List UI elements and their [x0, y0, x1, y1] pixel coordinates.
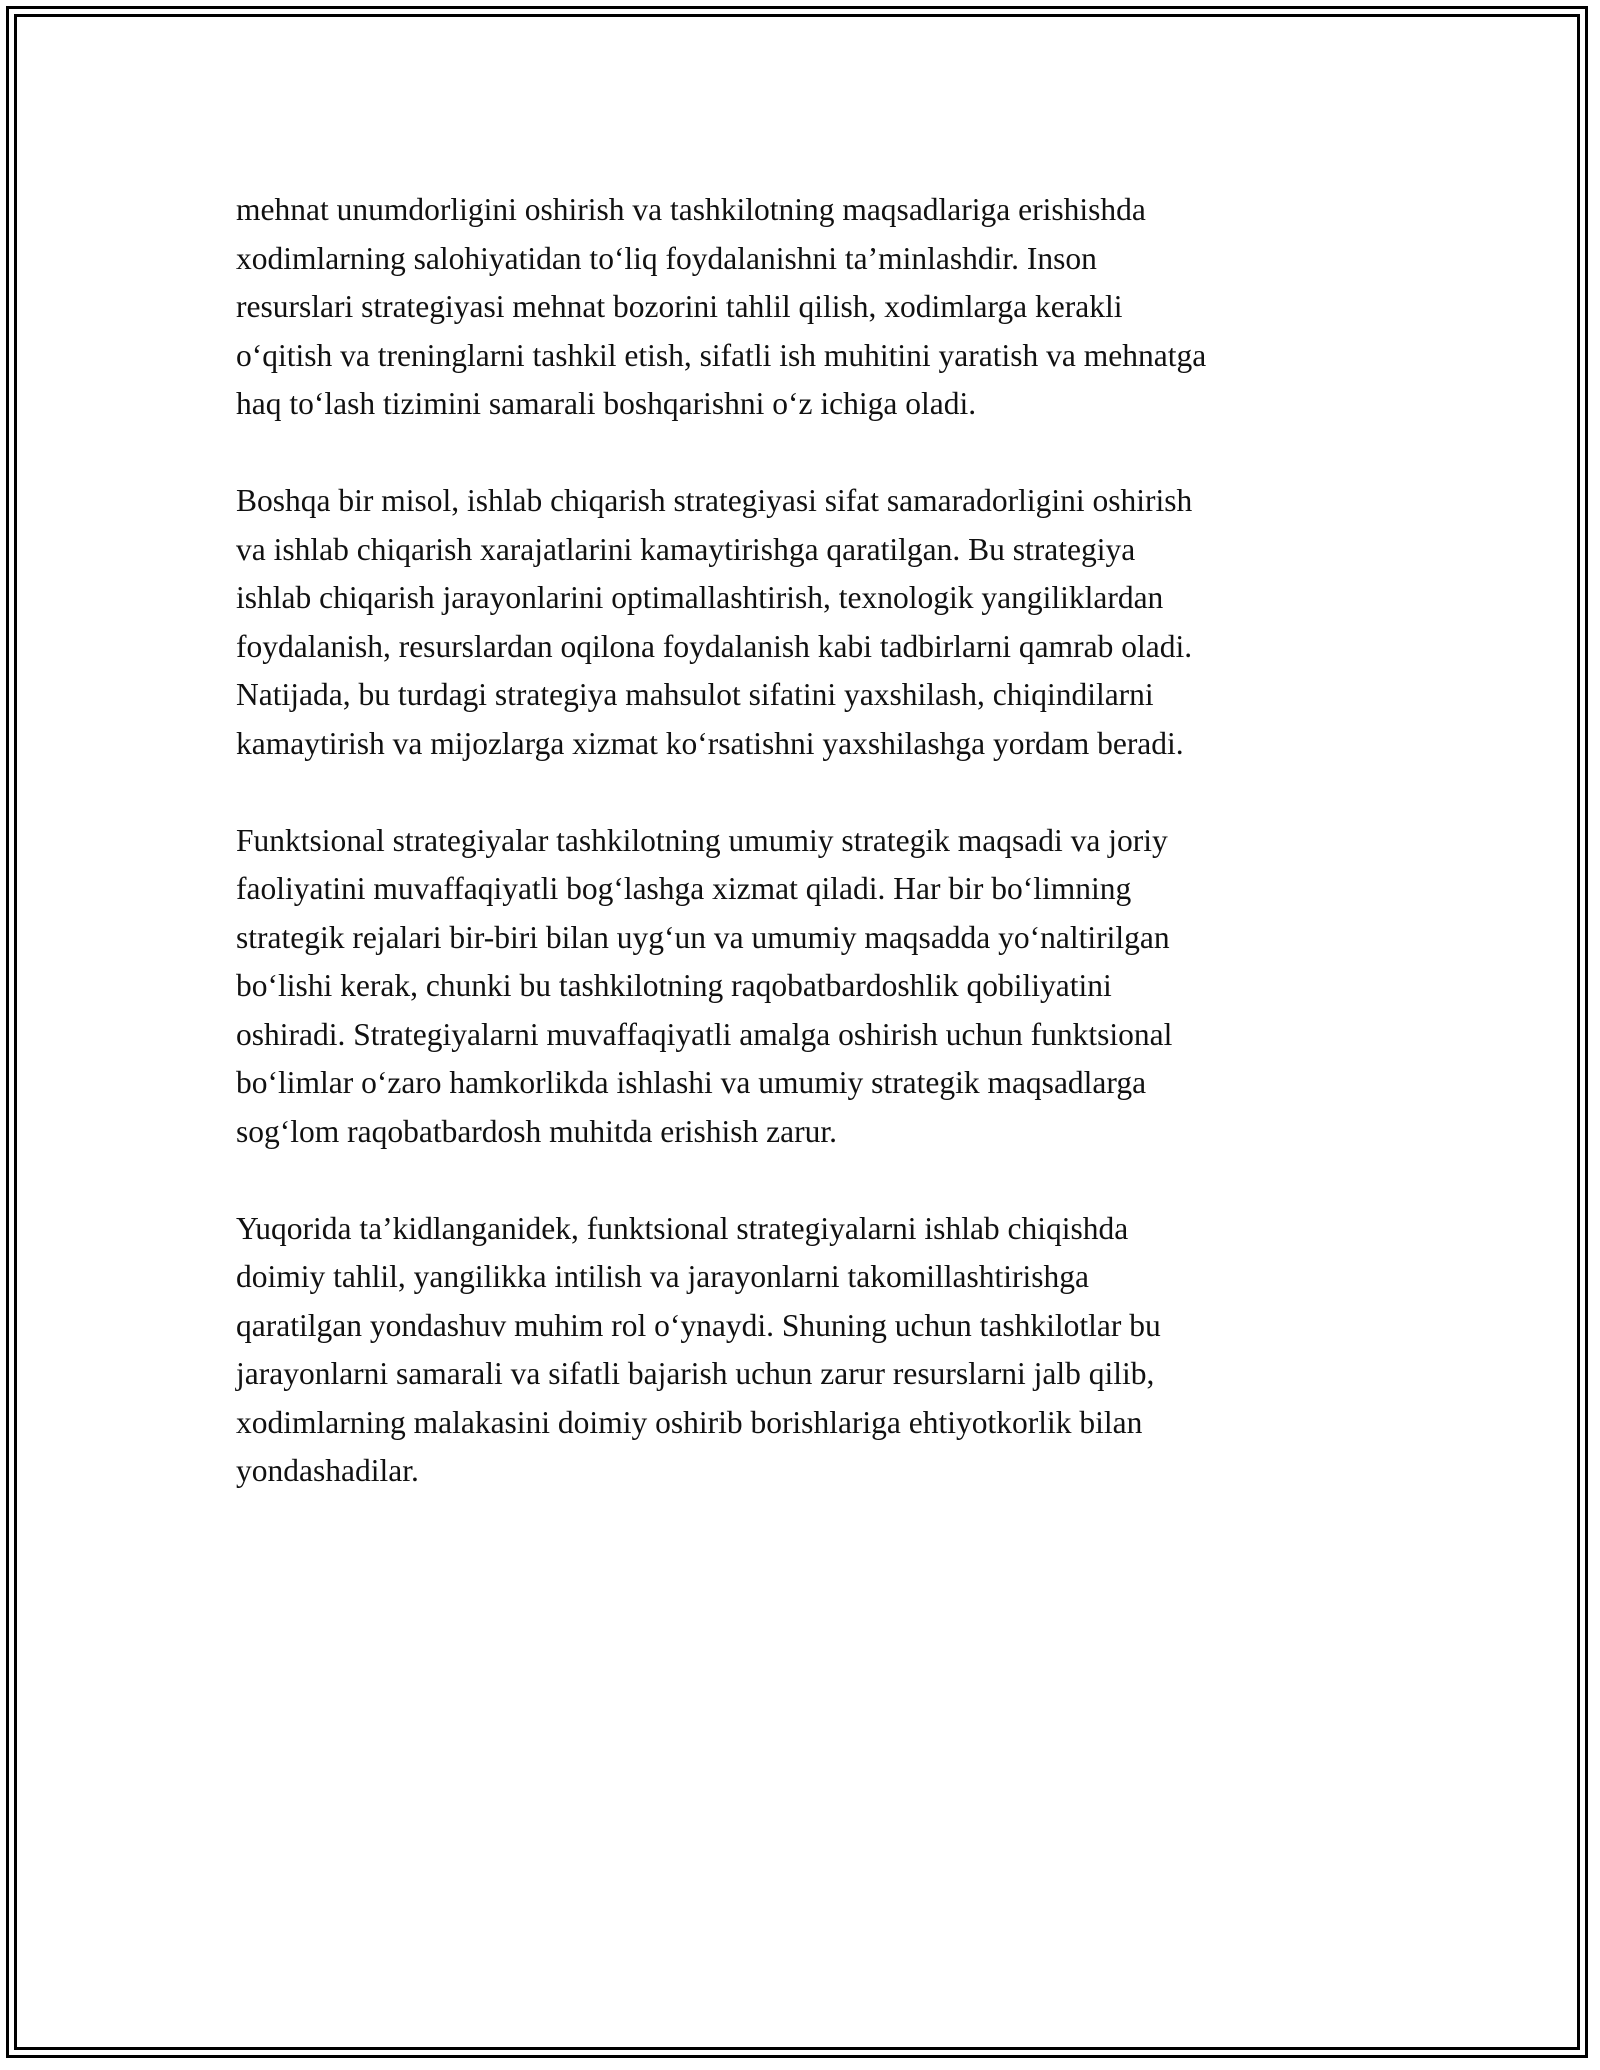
paragraph: [236, 817, 1376, 1157]
text-line: ishlab chiqarish jarayonlarini optimallashtirish, texnologik yangiliklardan: [236, 580, 1164, 615]
text-line: kamaytirish va mijozlarga xizmat ko‘rsatishni yaxshilashga yordam beradi.: [236, 725, 1184, 761]
text-line: Funktsional strategiyalar tashkilotning umumiy strategik maqsadi va joriy: [236, 822, 1168, 858]
text-line: jarayonlarni samarali va sifatli bajarish uchun zarur resurslarni jalb qilib,: [236, 1356, 1155, 1391]
text-line: qaratilgan yondashuv muhim rol o‘ynaydi. Shuning uchun tashkilotlar bu: [236, 1307, 1161, 1343]
text-line: strategik rejalari bir-biri bilan uyg‘un va umumiy maqsadda yo‘naltirilgan: [236, 919, 1170, 955]
document-body: [236, 186, 1376, 1544]
paragraph: [236, 1205, 1376, 1496]
text-line: haq to‘lash tizimini samarali boshqarishni o‘z ichiga oladi.: [236, 386, 977, 421]
text-line: o‘qitish va treninglarni tashkil etish, sifatli ish muhitini yaratish va mehnatga: [236, 337, 1207, 373]
text-line: doimiy tahlil, yangilikka intilish va jarayonlarni takomillashtirishga: [236, 1259, 1089, 1294]
text-line: resurslari strategiyasi mehnat bozorini tahlil qilish, xodimlarga kerakli: [236, 289, 1123, 324]
text-line: bo‘lishi kerak, chunki bu tashkilotning raqobatbardoshlik qobiliyatini: [236, 968, 1112, 1003]
text-line: xodimlarning malakasini doimiy oshirib borishlariga ehtiyotkorlik bilan: [236, 1404, 1143, 1440]
text-line: faoliyatini muvaffaqiyatli bog‘lashga xizmat qiladi. Har bir bo‘limning: [236, 871, 1132, 906]
paragraph: [236, 186, 1376, 429]
text-line: va ishlab chiqarish xarajatlarini kamaytirishga qaratilgan. Bu strategiya: [236, 531, 1136, 567]
text-line: Natijada, bu turdagi strategiya mahsulot sifatini yaxshilash, chiqindilarni: [236, 677, 1154, 712]
text-line: Yuqorida ta’kidlanganidek, funktsional strategiyalarni ishlab chiqishda: [236, 1210, 1129, 1246]
text-line: yondashadilar.: [236, 1453, 419, 1488]
paragraph: [236, 477, 1376, 768]
text-line: oshiradi. Strategiyalarni muvaffaqiyatli amalga oshirish uchun funktsional: [236, 1016, 1173, 1052]
text-line: foydalanish, resurslardan oqilona foydalanish kabi tadbirlarni qamrab oladi.: [236, 628, 1193, 664]
text-line: mehnat unumdorligini oshirish va tashkilotning maqsadlariga erishishda: [236, 192, 1146, 227]
text-line: bo‘limlar o‘zaro hamkorlikda ishlashi va umumiy strategik maqsadlarga: [236, 1065, 1147, 1100]
text-line: sog‘lom raqobatbardosh muhitda erishish zarur.: [236, 1113, 837, 1149]
text-line: Boshqa bir misol, ishlab chiqarish strategiyasi sifat samaradorligini oshirish: [236, 483, 1193, 518]
text-line: xodimlarning salohiyatidan to‘liq foydalanishni ta’minlashdir. Inson: [236, 240, 1097, 276]
